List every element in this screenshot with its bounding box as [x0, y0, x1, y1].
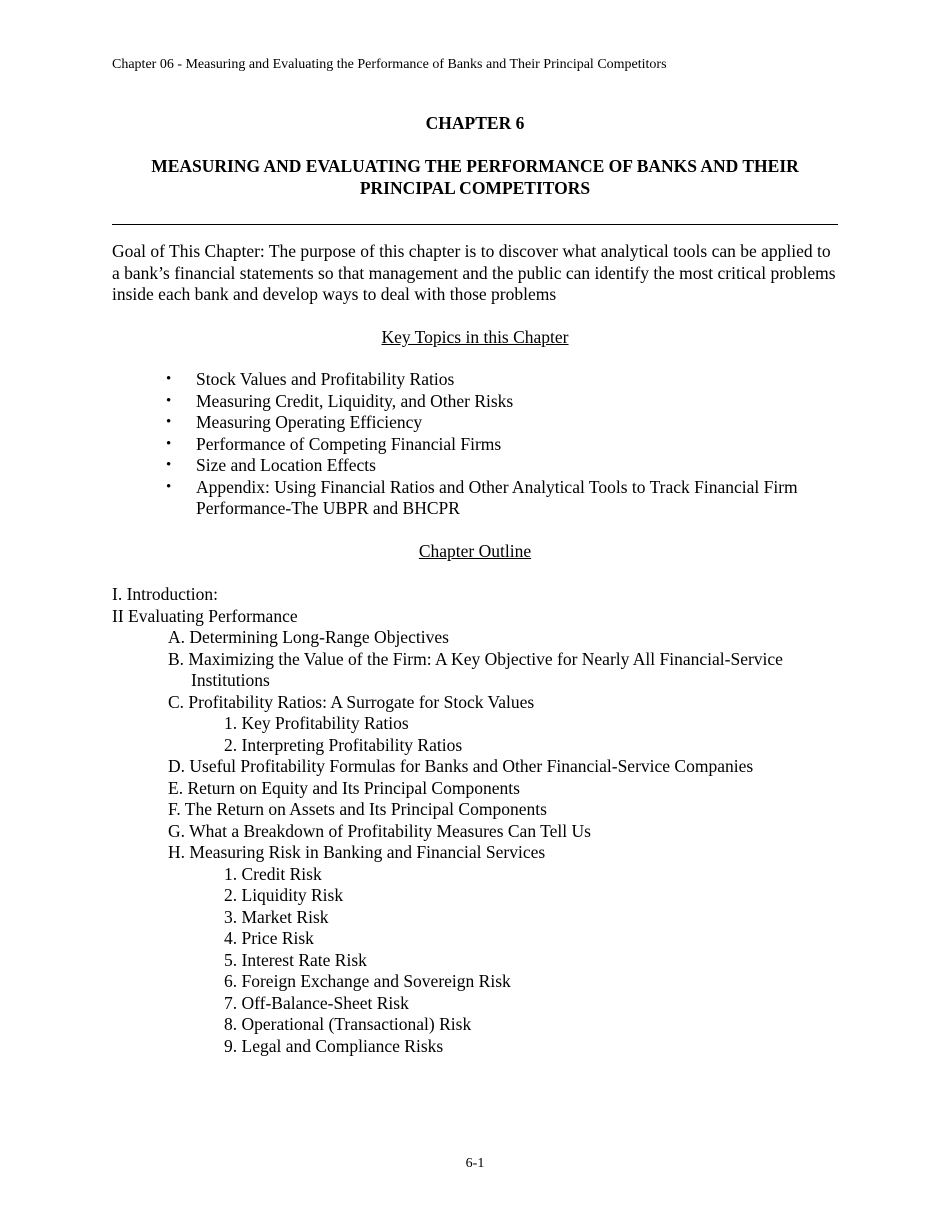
outline-item-b [112, 649, 838, 692]
bullet-icon: • [166, 478, 172, 495]
outline-item-h8: 8. Operational (Transactional) Risk [224, 1014, 472, 1034]
outline-item-e: E. Return on Equity and Its Principal Components [168, 777, 520, 798]
chapter-number: CHAPTER 6 [425, 113, 525, 133]
chapter-outline [112, 584, 838, 1057]
outline-item-ii: II Evaluating Performance [112, 605, 298, 626]
outline-item-c1: 1. Key Profitability Ratios [224, 713, 409, 733]
outline-item-h9: 9. Legal and Compliance Risks [224, 1035, 444, 1056]
outline-item-h5: 5. Interest Rate Risk [224, 949, 367, 970]
outline-item-c: C. Profitability Ratios: A Surrogate for Stock Values [168, 691, 535, 712]
chapter-title-line-2: PRINCIPAL COMPETITORS [359, 178, 591, 198]
bullet-icon: • [166, 371, 172, 387]
outline-item-h2: 2. Liquidity Risk [224, 885, 344, 905]
running-header: Chapter 06 - Measuring and Evaluating the Performance of Banks and Their Principal Competitors [112, 57, 667, 72]
list-item-label: Size and Location Effects [196, 455, 376, 475]
chapter-goal-paragraph: Goal of This Chapter: The purpose of this chapter is to discover what analytical tools can be applied to a bank’s financial statements so that management and the public can identify the most critical problems inside each bank and develop ways to deal with those problems [112, 241, 836, 304]
list-item [112, 477, 806, 520]
list-item [112, 455, 806, 477]
list-item [112, 369, 806, 391]
outline-item-h3: 3. Market Risk [224, 906, 329, 927]
key-topics-list [112, 369, 838, 520]
bullet-icon: • [166, 457, 172, 473]
outline-item-h6: 6. Foreign Exchange and Sovereign Risk [224, 971, 511, 991]
outline-item-h4: 4. Price Risk [224, 928, 314, 948]
outline-item-d: D. Useful Profitability Formulas for Banks and Other Financial-Service Companies [168, 756, 754, 776]
bullet-icon: • [166, 414, 172, 430]
outline-item-i: I. Introduction: [112, 584, 218, 604]
key-topics-heading: Key Topics in this Chapter [381, 327, 569, 347]
outline-item-g: G. What a Breakdown of Profitability Measures Can Tell Us [168, 820, 591, 841]
list-item [112, 391, 806, 413]
list-item-label: Stock Values and Profitability Ratios [196, 369, 455, 389]
list-item-label: Performance of Competing Financial Firms [196, 433, 502, 454]
outline-item-h: H. Measuring Risk in Banking and Financial Services [168, 842, 546, 862]
outline-item-b-line-2: Institutions [191, 670, 270, 690]
outline-item-f: F. The Return on Assets and Its Principal Components [168, 799, 547, 819]
outline-item-b-line-1: B. Maximizing the Value of the Firm: A Key Objective for Nearly All Financial-Service [168, 648, 783, 669]
horizontal-rule [112, 224, 838, 225]
list-item-label: Measuring Operating Efficiency [196, 412, 423, 432]
bullet-icon: • [166, 392, 172, 409]
bullet-icon: • [166, 435, 172, 452]
list-item [112, 434, 806, 456]
outline-item-h7: 7. Off-Balance-Sheet Risk [224, 992, 409, 1013]
chapter-outline-heading: Chapter Outline [418, 541, 532, 561]
chapter-title-line-1: MEASURING AND EVALUATING THE PERFORMANCE OF BANKS AND THEIR [151, 156, 799, 176]
list-item [112, 412, 806, 434]
outline-item-a: A. Determining Long-Range Objectives [168, 627, 449, 647]
page-number: 6-1 [465, 1156, 485, 1171]
outline-item-c2: 2. Interpreting Profitability Ratios [224, 734, 463, 755]
outline-item-h1: 1. Credit Risk [224, 863, 322, 884]
list-item-label: Measuring Credit, Liquidity, and Other Risks [196, 390, 514, 411]
list-item-label: Appendix: Using Financial Ratios and Other Analytical Tools to Track Financial Firm Performance-The UBPR and BHCPR [196, 476, 798, 518]
chapter-title [112, 155, 838, 199]
